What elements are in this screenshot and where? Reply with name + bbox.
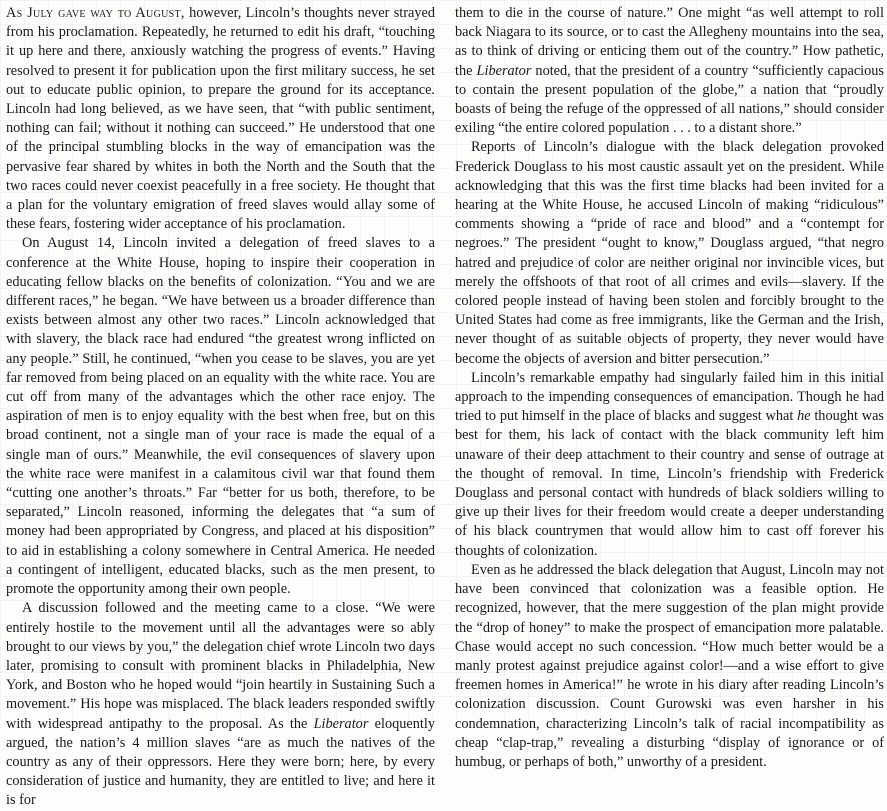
- paragraph-text: however, Lincoln’s thoughts never strayed from his proclamation. Repeatedly, he returned to edit his draft, “touching it up here and there, anxiously watching the progress of events.” Having resolved to present it for publication upon the first military success, he set out to educate public opinion, to prepare the ground for its acceptance. Lincoln had long believed, as we have seen, that “with public sentiment, nothing can fail; without it nothing can succeed.” He understood that one of the principal stumbling blocks in the way of emancipation was the pervasive fear shared by whites in both the North and the South that the two races could never coexist peacefully in a free society. He thought that a plan for the voluntary emigration of freed slaves would allay some of these fears, fostering wider acceptance of his proclamation.: [6, 5, 436, 233]
- paragraph-text: thought was best for them, his lack of contact with the black community left him unaware of their deep attachment to their country and sense of outrage at the thought of removal. In time, Lincoln’s friendship with Frederick Douglass and personal contact with hundreds of black soldiers willing to give up their lives for their freedom would create a deeper understanding of his black countrymen that would allow him to cast off forever his thoughts of colonization.: [455, 408, 884, 559]
- paragraph-text: them to die in the course of nature.” One might “as well attempt to roll back Niagara to its source, or to cast the Allegheny mountains into the sea, as to think of driving or enticing them out of the country.” How pathetic, the: [455, 5, 884, 79]
- paragraph-liberator-continued: [455, 4, 884, 138]
- paragraph-text: A discussion followed and the meeting came to a close. “We were entirely hostile to the movement until all the advantages were so ably brought to our views by you,” the delegation chief wrote Lincoln two days later, promising to consult with prominent blacks in Philadelphia, New York, and Boston who he hoped would “join heartily in Sustaining Such a movement.” His hope was misplaced. The black leaders responded swiftly with widespread antipathy to the proposal. As the: [6, 600, 435, 732]
- paragraph-text: Lincoln’s remarkable empathy had singularly failed him in this initial approach to the impending consequences of emancipation. Though he had tried to put himself in the place of blacks and suggest what: [455, 369, 884, 425]
- paragraph-text: eloquently argued, the nation’s 4 million slaves “are as much the natives of the country as any of their oppressors. Here they were born; here, by every consideration of justice and humanity, they are entitled to live; and here it is for: [6, 715, 435, 809]
- liberator-title: Liberator: [313, 715, 369, 732]
- paragraph-proclamation-draft: [6, 4, 435, 234]
- left-column: [6, 4, 435, 811]
- paragraph-delegation-response: [6, 599, 435, 810]
- chapter-lead-in: As July gave way to August,: [6, 5, 185, 21]
- paragraph-august-14-meeting: On August 14, Lincoln invited a delegation of freed slaves to a conference at the White House, hoping to inspire their cooperation in educating fellow blacks on the benefits of colonization. “You and we are different races,” he began. “We have between us a broader difference than exists between almost any other two races.” Lincoln acknowledged that with slavery, the black race had endured “the greatest wrong inflicted on any people.” Still, he continued, “when you cease to be slaves, you are yet far removed from being placed on an equality with the white race. You are cut off from many of the advantages which the other race enjoy. The aspiration of men is to enjoy equality with the best when free, but on this broad continent, not a single man of your race is made the equal of a single man of ours.” Meanwhile, the evil consequences of slavery upon the white race were manifest in a calamitous civil war that found them “cutting one another’s throats.” Far “better for us both, therefore, to be separated,” Lincoln reasoned, informing the delegates that “a sum of money had been appropriated by Congress, and placed at his disposition” to aid in establishing a colony somewhere in Central America. He needed a contingent of intelligent, educated blacks, such as the men present, to promote the opportunity among their own people.: [6, 235, 435, 598]
- emphasis-he: he: [797, 408, 811, 425]
- paragraph-douglass-assault: Reports of Lincoln’s dialogue with the black delegation provoked Frederick Douglass to his most caustic assault yet on the president. While acknowledging that this was the first time blacks had been invited for a hearing at the White House, he accused Lincoln of making “ridiculous” comments showing a “pride of race and blood” and a “contempt for negroes.” The president “ought to know,” Douglass argued, “that negro hatred and prejudice of color are neither original nor invincible vices, but merely the offshoots of that root of all crimes and evils—slavery. If the colored people instead of having been stolen and forcibly brought to the United States had come as free immigrants, like the German and the Irish, never thought of as suitable objects of property, they never would have become the objects of aversion and bitter persecution.”: [455, 139, 884, 367]
- right-column: [455, 4, 884, 772]
- paragraph-empathy-failed: [455, 369, 884, 561]
- paragraph-colonization-option: Even as he addressed the black delegation that August, Lincoln may not have been convinced that colonization was a feasible option. He recognized, however, that the mere suggestion of the plan might provide the “drop of honey” to make the prospect of emancipation more palatable. Chase would accept no such concession. “How much better would be a manly protest against prejudice against color!—and a wise effort to give freemen homes in America!” he wrote in his diary after reading Lincoln’s colonization discussion. Count Gurowski was even harsher in his condemnation, characterizing Lincoln’s talk of racial incompatibility as cheap “clap-trap,” revealing a disturbing “display of ignorance or of humbug, or perhaps of both,” unworthy of a president.: [455, 561, 884, 770]
- liberator-title: Liberator: [476, 62, 532, 79]
- paragraph-text: noted, that the president of a country “sufficiently capacious to contain the present population of the globe,” a nation that “proudly boasts of being the refuge of the oppressed of all nations,” should consider exiling “the entire colored population . . . to a distant shore.”: [455, 62, 884, 137]
